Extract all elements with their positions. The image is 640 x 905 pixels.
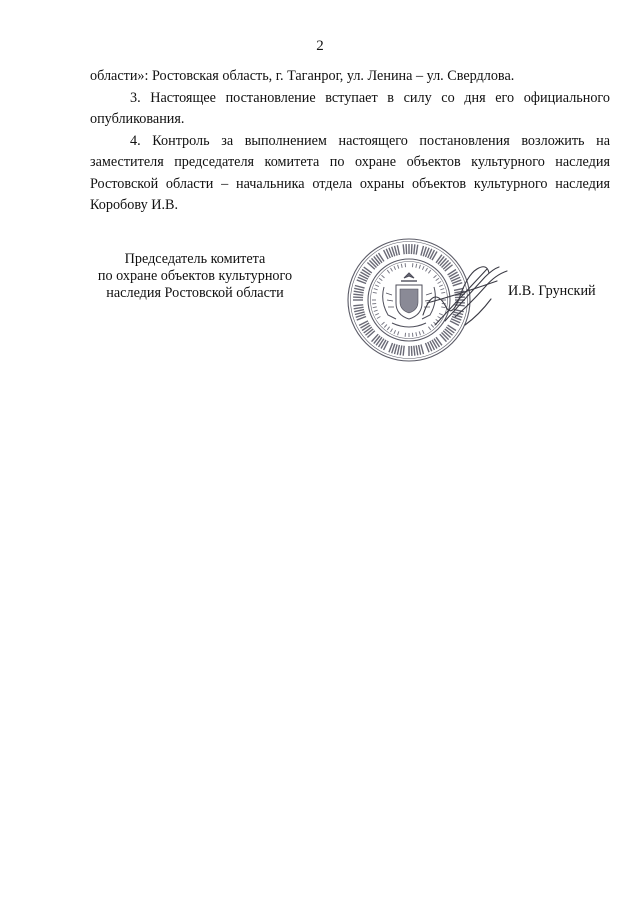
signatory-position-line: наследия Ростовской области <box>106 284 284 301</box>
document-body <box>90 66 610 217</box>
handwritten-signature-icon <box>415 255 515 345</box>
signatory-position-line: по охране объектов культурного <box>97 267 293 284</box>
paragraph-3: 3. Настоящее постановление вступает в силу со дня его официального опубликования. <box>90 89 610 127</box>
paragraph-4: 4. Контроль за выполнением настоящего постановления возложить на заместителя председателя комитета по охране объектов культурного наследия Ростовской области – начальника отдела охраны объектов культурного наследия Коробову И.В. <box>90 132 610 213</box>
signatory-name: И.В. Грунский <box>508 283 596 299</box>
signatory-position <box>70 251 320 301</box>
signatory-position-line: Председатель комитета <box>124 251 266 267</box>
page-number: 2 <box>316 38 324 54</box>
paragraph-continuation: области»: Ростовская область, г. Таганрог, ул. Ленина – ул. Свердлова. <box>90 68 515 84</box>
